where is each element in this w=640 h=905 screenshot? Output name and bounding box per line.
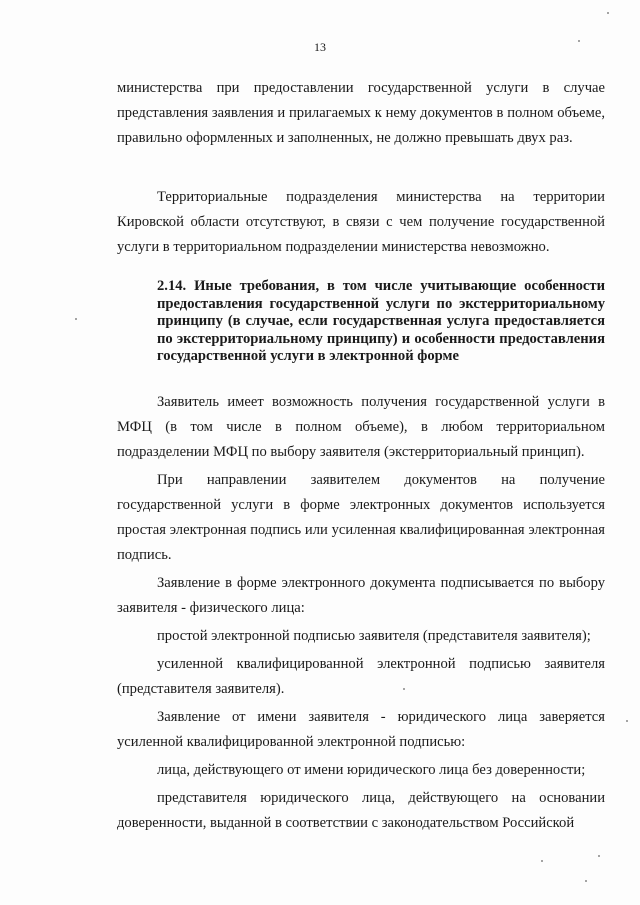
body-paragraph: представителя юридического лица, действующего на основании доверенности, выданной в соответствии с законодательством Российской	[117, 790, 605, 831]
scan-speck	[598, 855, 600, 857]
scan-speck	[541, 860, 543, 862]
scan-speck	[578, 40, 580, 42]
body-paragraph: При направлении заявителем документов на получение государственной услуги в форме электронных документов используется простая электронная подпись или усиленная квалифицированная электронная подпись.	[117, 472, 605, 563]
paragraph: Территориальные подразделения министерства на территории Кировской области отсутствуют, в связи с чем получение государственной услуги в территориальном подразделении министерства невозможно.	[117, 189, 605, 255]
paragraph-continuation	[117, 76, 605, 151]
section-heading	[157, 278, 605, 366]
paragraph: министерства при предоставлении государственной услуги в случае представления заявления и прилагаемых к нему документов в полном объеме, правильно оформленных и заполненных, не должно превышать двух раз.	[117, 80, 605, 146]
scan-speck	[585, 880, 587, 882]
paragraph-territorial	[117, 185, 605, 260]
body-paragraph: Заявление от имени заявителя - юридического лица заверяется усиленной квалифицированной электронной подписью:	[117, 709, 605, 750]
section-heading-text: 2.14. Иные требования, в том числе учитывающие особенности предоставления государственной услуги по экстерриториальному принципу (в случае, если государственная услуга предоставляется по экстерриториальному принципу) и особенности предоставления государственной услуги в электронной форме	[157, 278, 605, 364]
body-paragraph: Заявление в форме электронного документа подписывается по выбору заявителя - физического лица:	[117, 575, 605, 616]
body-paragraph: усиленной квалифицированной электронной подписью заявителя (представителя заявителя).	[117, 656, 605, 697]
page-number: 13	[314, 40, 326, 54]
body-paragraph: простой электронной подписью заявителя (представителя заявителя);	[157, 628, 591, 644]
scan-speck	[403, 688, 405, 690]
body-paragraph: Заявитель имеет возможность получения государственной услуги в МФЦ (в том числе в полном объеме), в любом территориальном подразделении МФЦ по выбору заявителя (экстерриториальный принцип).	[117, 394, 605, 460]
scan-speck	[75, 318, 77, 320]
body-paragraph: лица, действующего от имени юридического лица без доверенности;	[157, 762, 586, 778]
scan-speck	[607, 12, 609, 14]
scan-speck	[626, 720, 628, 722]
section-body	[117, 390, 605, 836]
